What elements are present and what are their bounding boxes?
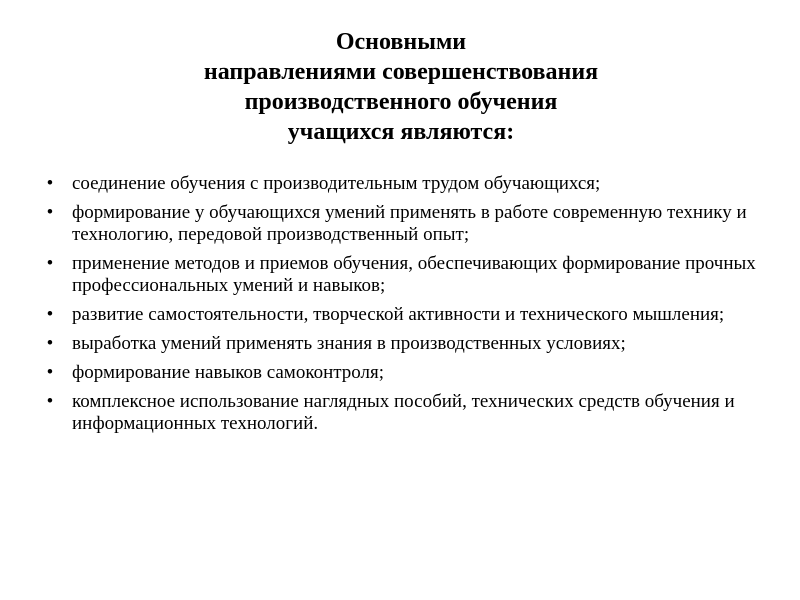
bullet-icon: •	[46, 253, 54, 274]
list-item	[44, 202, 758, 246]
bullet-icon: •	[46, 362, 54, 383]
list-item	[44, 173, 758, 195]
list-item-text: комплексное использование наглядных пособий, технических средств обучения и информационных технологий.	[72, 391, 735, 434]
bullet-icon: •	[46, 202, 54, 223]
list-item-text: применение методов и приемов обучения, обеспечивающих формирование прочных профессиональных умений и навыков;	[72, 253, 756, 296]
bullet-icon: •	[46, 304, 54, 325]
list-item	[44, 253, 758, 297]
list-item-text: формирование у обучающихся умений применять в работе современную технику и технологию, передовой производственный опыт;	[72, 202, 747, 245]
bullet-icon: •	[46, 173, 54, 194]
list-item-text: формирование навыков самоконтроля;	[72, 362, 385, 383]
bullet-icon: •	[46, 391, 54, 412]
bullet-list	[44, 173, 758, 435]
slide-title	[44, 27, 758, 147]
list-item-text: соединение обучения с производительным трудом обучающихся;	[72, 173, 601, 194]
list-item	[44, 391, 758, 435]
list-item	[44, 304, 758, 326]
title-line: Основными	[335, 29, 467, 55]
list-item-text: выработка умений применять знания в производственных условиях;	[72, 333, 626, 354]
list-item	[44, 333, 758, 355]
list-item	[44, 362, 758, 384]
bullet-icon: •	[46, 333, 54, 354]
title-line: производственного обучения	[244, 89, 558, 115]
title-line: учащихся являются:	[287, 119, 515, 145]
list-item-text: развитие самостоятельности, творческой активности и технического мышления;	[72, 304, 725, 325]
title-line: направлениями совершенствования	[203, 59, 599, 85]
